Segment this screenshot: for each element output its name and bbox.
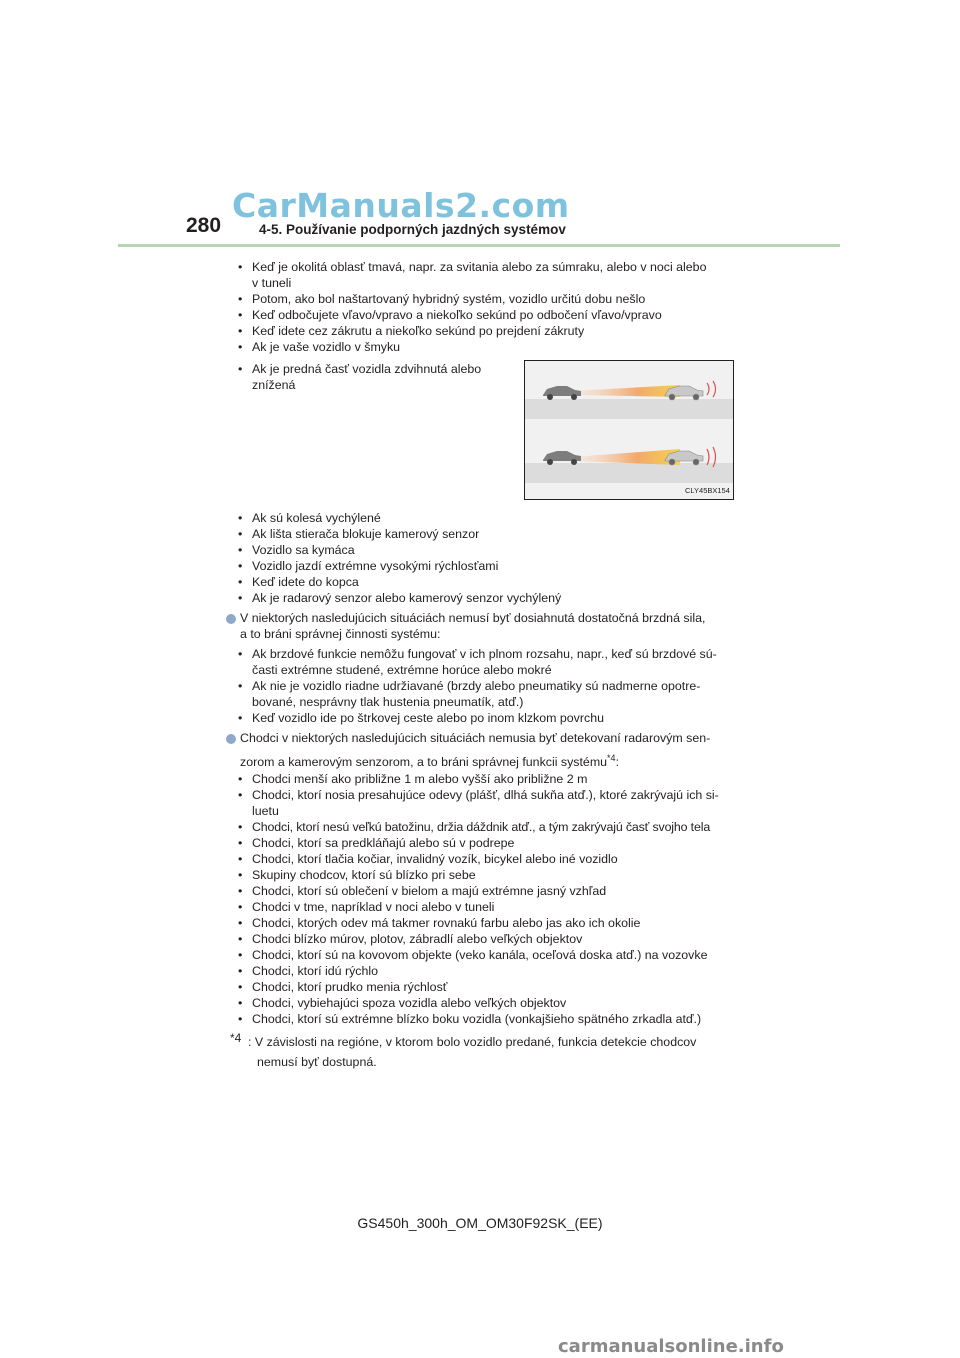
list-item: Keď je okolitá oblasť tmavá, napr. za svitania alebo za súmraku, alebo v noci alebo — [252, 260, 707, 274]
list-item: Ak lišta stierača blokuje kamerový senzor — [252, 527, 480, 541]
paragraph-line: Chodci v niektorých nasledujúcich situáciách nemusia byť detekovaní radarovým sen- — [240, 731, 711, 745]
bullet: • — [238, 559, 243, 573]
list-item: Chodci, ktorí prudko menia rýchlosť — [252, 980, 448, 994]
figure-code: CLY45BX154 — [685, 486, 730, 495]
paragraph-line: zorom a kamerovým senzorom, a to bráni správnej funkcii systému$^{*4}$: — [240, 753, 620, 770]
list-item: Chodci, ktorých odev má takmer rovnakú farbu alebo jas ako ich okolie — [252, 916, 641, 930]
paragraph-line: V niektorých nasledujúcich situáciách nemusí byť dosiahnutá dostatočná brzdná sila, — [240, 611, 706, 625]
list-item: Chodci, ktorí sú na kovovom objekte (veko kanála, oceľová doska atď.) na vozovke — [252, 948, 708, 962]
list-item: Chodci, ktorí sa predkláňajú alebo sú v podrepe — [252, 836, 515, 850]
list-item: Keď idete do kopca — [252, 575, 359, 589]
header-rule — [118, 244, 840, 247]
bullet: • — [238, 964, 243, 978]
bullet-circle-icon — [226, 614, 236, 624]
road-bottom — [525, 463, 733, 483]
footnote-ref: *4 — [607, 753, 616, 763]
bullet: • — [238, 788, 243, 802]
list-item: časti extrémne studené, extrémne horúce alebo mokré — [252, 663, 552, 677]
bullet: • — [238, 980, 243, 994]
watermark-logo: CarManuals2.com — [232, 186, 570, 225]
list-item: Vozidlo sa kymáca — [252, 543, 355, 557]
footnote-mark: *4 — [230, 1031, 242, 1045]
list-item: Chodci blízko múrov, plotov, zábradlí alebo veľkých objektov — [252, 932, 583, 946]
bullet: • — [238, 324, 243, 338]
page-number: 280 — [186, 214, 222, 237]
document-code: GS450h_300h_OM_OM30F92SK_(EE) — [357, 1215, 603, 1231]
list-item: Keď odbočujete vľavo/vpravo a niekoľko sekúnd po odbočení vľavo/vpravo — [252, 308, 662, 322]
bullet: • — [238, 900, 243, 914]
list-item: bované, nesprávny tlak hustenia pneumatík, atď.) — [252, 695, 524, 709]
list-item: znížená — [252, 378, 296, 392]
list-item: Keď idete cez zákrutu a niekoľko sekúnd po prejdení zákruty — [252, 324, 585, 338]
bullet: • — [238, 260, 243, 274]
list-item: luetu — [252, 804, 279, 818]
bullet: • — [238, 679, 243, 693]
bullet: • — [238, 932, 243, 946]
bullet: • — [238, 362, 243, 376]
list-item: Skupiny chodcov, ktorí sú blízko pri sebe — [252, 868, 476, 882]
list-item: Chodci, ktorí sú oblečení v bielom a majú extrémne jasný vzhľad — [252, 884, 607, 898]
section-title: 4-5. Používanie podporných jazdných systémov — [259, 222, 566, 237]
paragraph-line: a to bráni správnej činnosti systému: — [240, 627, 441, 641]
list-item: Ak je predná časť vozidla zdvihnutá alebo — [252, 362, 482, 376]
radar-illustration-svg — [525, 361, 733, 499]
bullet: • — [238, 591, 243, 605]
bullet: • — [238, 916, 243, 930]
list-item: Potom, ako bol naštartovaný hybridný systém, vozidlo určitú dobu nešlo — [252, 292, 646, 306]
road-top — [525, 399, 733, 419]
list-item: Chodci menší ako približne 1 m alebo vyšší ako približne 2 m — [252, 772, 588, 786]
list-item: Chodci v tme, napríklad v noci alebo v tuneli — [252, 900, 495, 914]
list-item: Chodci, ktorí nesú veľkú batožinu, držia dáždnik atď., a tým zakrývajú časť svojho tela — [252, 820, 711, 834]
bullet: • — [238, 852, 243, 866]
bullet: • — [238, 772, 243, 786]
footnote-text: nemusí byť dostupná. — [257, 1055, 377, 1069]
bullet: • — [238, 711, 243, 725]
bullet: • — [238, 868, 243, 882]
list-item: Vozidlo jazdí extrémne vysokými rýchlosťami — [252, 559, 499, 573]
bullet: • — [238, 292, 243, 306]
list-item: Chodci, ktorí idú rýchlo — [252, 964, 379, 978]
bullet: • — [238, 948, 243, 962]
bullet: • — [238, 543, 243, 557]
bullet: • — [238, 511, 243, 525]
footnote-text: : V závislosti na regióne, v ktorom bolo vozidlo predané, funkcia detekcie chodcov — [248, 1035, 697, 1049]
list-item: Chodci, ktorí nosia presahujúce odevy (plášť, dlhá sukňa atď.), ktoré zakrývajú ich si- — [252, 788, 719, 802]
list-item: Keď vozidlo ide po štrkovej ceste alebo po inom klzkom povrchu — [252, 711, 604, 725]
list-item: Ak je vaše vozidlo v šmyku — [252, 340, 401, 354]
bullet: • — [238, 340, 243, 354]
bullet: • — [238, 836, 243, 850]
watermark-footer: carmanualsonline.info — [558, 1336, 784, 1357]
radar-illustration — [524, 360, 734, 500]
bullet: • — [238, 820, 243, 834]
list-item: Chodci, ktorí sú extrémne blízko boku vozidla (vonkajšieho spätného zrkadla atď.) — [252, 1012, 702, 1026]
list-item: Chodci, ktorí tlačia kočiar, invalidný vozík, bicykel alebo iné vozidlo — [252, 852, 618, 866]
list-item: Ak nie je vozidlo riadne udržiavané (brzdy alebo pneumatiky sú nadmerne opotre- — [252, 679, 701, 693]
bullet: • — [238, 1012, 243, 1026]
bullet-circle-icon — [226, 734, 236, 744]
list-item: Ak je radarový senzor alebo kamerový senzor vychýlený — [252, 591, 562, 605]
list-item: v tuneli — [252, 276, 292, 290]
bullet: • — [238, 647, 243, 661]
bullet: • — [238, 575, 243, 589]
bullet: • — [238, 884, 243, 898]
bullet: • — [238, 527, 243, 541]
bullet: • — [238, 308, 243, 322]
list-item: Ak sú kolesá vychýlené — [252, 511, 381, 525]
list-item: Chodci, vybiehajúci spoza vozidla alebo veľkých objektov — [252, 996, 567, 1010]
bullet: • — [238, 996, 243, 1010]
list-item: Ak brzdové funkcie nemôžu fungovať v ich plnom rozsahu, napr., keď sú brzdové sú- — [252, 647, 717, 661]
